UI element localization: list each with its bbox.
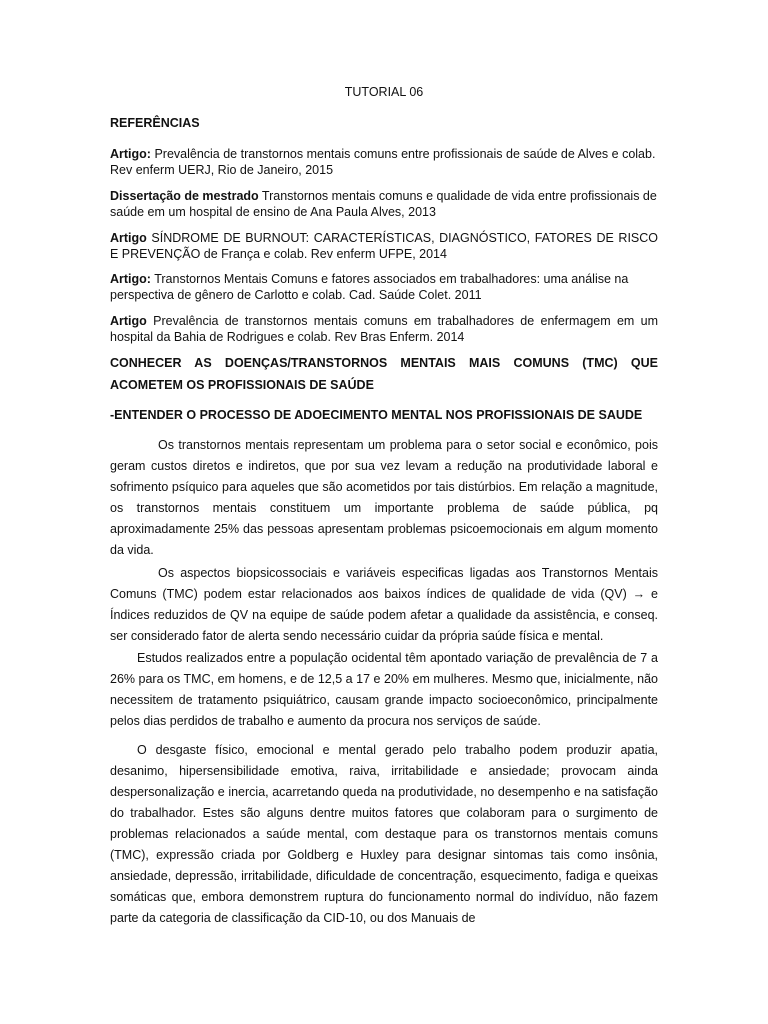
body-paragraph: O desgaste físico, emocional e mental gerado pelo trabalho podem produzir apatia, desanimo, hipersensibilidade emotiva, raiva, irritabilidade e ansiedade; provocam ainda despersonalização e inercia, acarretando queda na produtividade, no desempenho e na satisfação do trabalhador. Estes são alguns dentre muitos fatores que colaboram para o surgimento de problemas relacionados a saúde mental, com destaque para os transtornos mentais comuns (TMC), expressão criada por Goldberg e Huxley para designar sintomas tais como insônia, ansiedade, depressão, irritabilidade, dificuldade de concentração, esquecimento, fadiga e queixas somáticas que, embora demonstrem ruptura do funcionamento normal do indivíduo, não fazem parte da categoria de classificação da CID-10, ou dos Manuais de xyxy=(110,743,658,925)
section-heading-tmc: CONHECER AS DOENÇAS/TRANSTORNOS MENTAIS MAIS COMUNS (TMC) QUE ACOMETEM OS PROFISSIONAIS DE SAÚDE xyxy=(110,356,658,392)
reference-text: Transtornos mentais comuns e qualidade de vida entre profissionais de saúde em um hospital de ensino de Ana Paula Alves, 2013 xyxy=(110,189,657,219)
reference-item xyxy=(110,313,658,345)
document-title: TUTORIAL 06 xyxy=(344,85,424,99)
reference-item xyxy=(110,146,658,178)
section-heading-adoecimento: -ENTENDER O PROCESSO DE ADOECIMENTO MENTAL NOS PROFISSIONAIS DE SAUDE xyxy=(110,408,643,422)
reference-text: Transtornos Mentais Comuns e fatores associados em trabalhadores: uma análise na perspectiva de gênero de Carlotto e colab. Cad. Saúde Colet. 2011 xyxy=(110,272,629,302)
references-heading: REFERÊNCIAS xyxy=(110,116,200,130)
reference-label: Dissertação de mestrado xyxy=(110,189,259,203)
reference-item xyxy=(110,230,658,262)
reference-text: SÍNDROME DE BURNOUT: CARACTERÍSTICAS, DIAGNÓSTICO, FATORES DE RISCO E PREVENÇÃO de França e colab. Rev enferm UFPE, 2014 xyxy=(110,231,658,261)
reference-text: Prevalência de transtornos mentais comuns entre profissionais de saúde de Alves e colab. Rev enferm UERJ, Rio de Janeiro, 2015 xyxy=(110,147,656,177)
reference-item xyxy=(110,188,658,220)
reference-label: Artigo xyxy=(110,314,147,328)
reference-item xyxy=(110,271,658,303)
body-paragraph: Os transtornos mentais representam um problema para o setor social e econômico, pois geram custos diretos e indiretos, que por sua vez levam a redução na produtividade laboral e sofrimento psíquico para aqueles que são acometidos por tais distúrbios. Em relação a magnitude, os transtornos mentais constituem um importante problema de saúde pública, pq aproximadamente 25% das pessoas apresentam problemas psicoemocionais em algum momento da vida. xyxy=(110,438,658,557)
reference-text: Prevalência de transtornos mentais comuns em trabalhadores de enfermagem em um hospital da Bahia de Rodrigues e colab. Rev Bras Enferm. 2014 xyxy=(110,314,658,344)
body-paragraph: Os aspectos biopsicossociais e variáveis especificas ligadas aos Transtornos Mentais Comuns (TMC) podem estar relacionados aos baixos índices de qualidade de vida (QV) → e Índices reduzidos de QV na equipe de saúde podem afetar a qualidade da assistência, e conseq. ser considerado fator de alerta sendo necessário cuidar da própria saúde física e mental. xyxy=(110,566,658,643)
reference-label: Artigo: xyxy=(110,147,151,161)
body-paragraph: Estudos realizados entre a população ocidental têm apontado variação de prevalência de 7 a 26% para os TMC, em homens, e de 12,5 a 17 e 20% em mulheres. Mesmo que, inicialmente, não necessitem de tratamento psiquiátrico, causam grande impacto socioeconômico, principalmente pelos dias perdidos de trabalho e aumento da procura nos serviços de saúde. xyxy=(110,651,658,728)
reference-label: Artigo: xyxy=(110,272,151,286)
reference-label: Artigo xyxy=(110,231,147,245)
